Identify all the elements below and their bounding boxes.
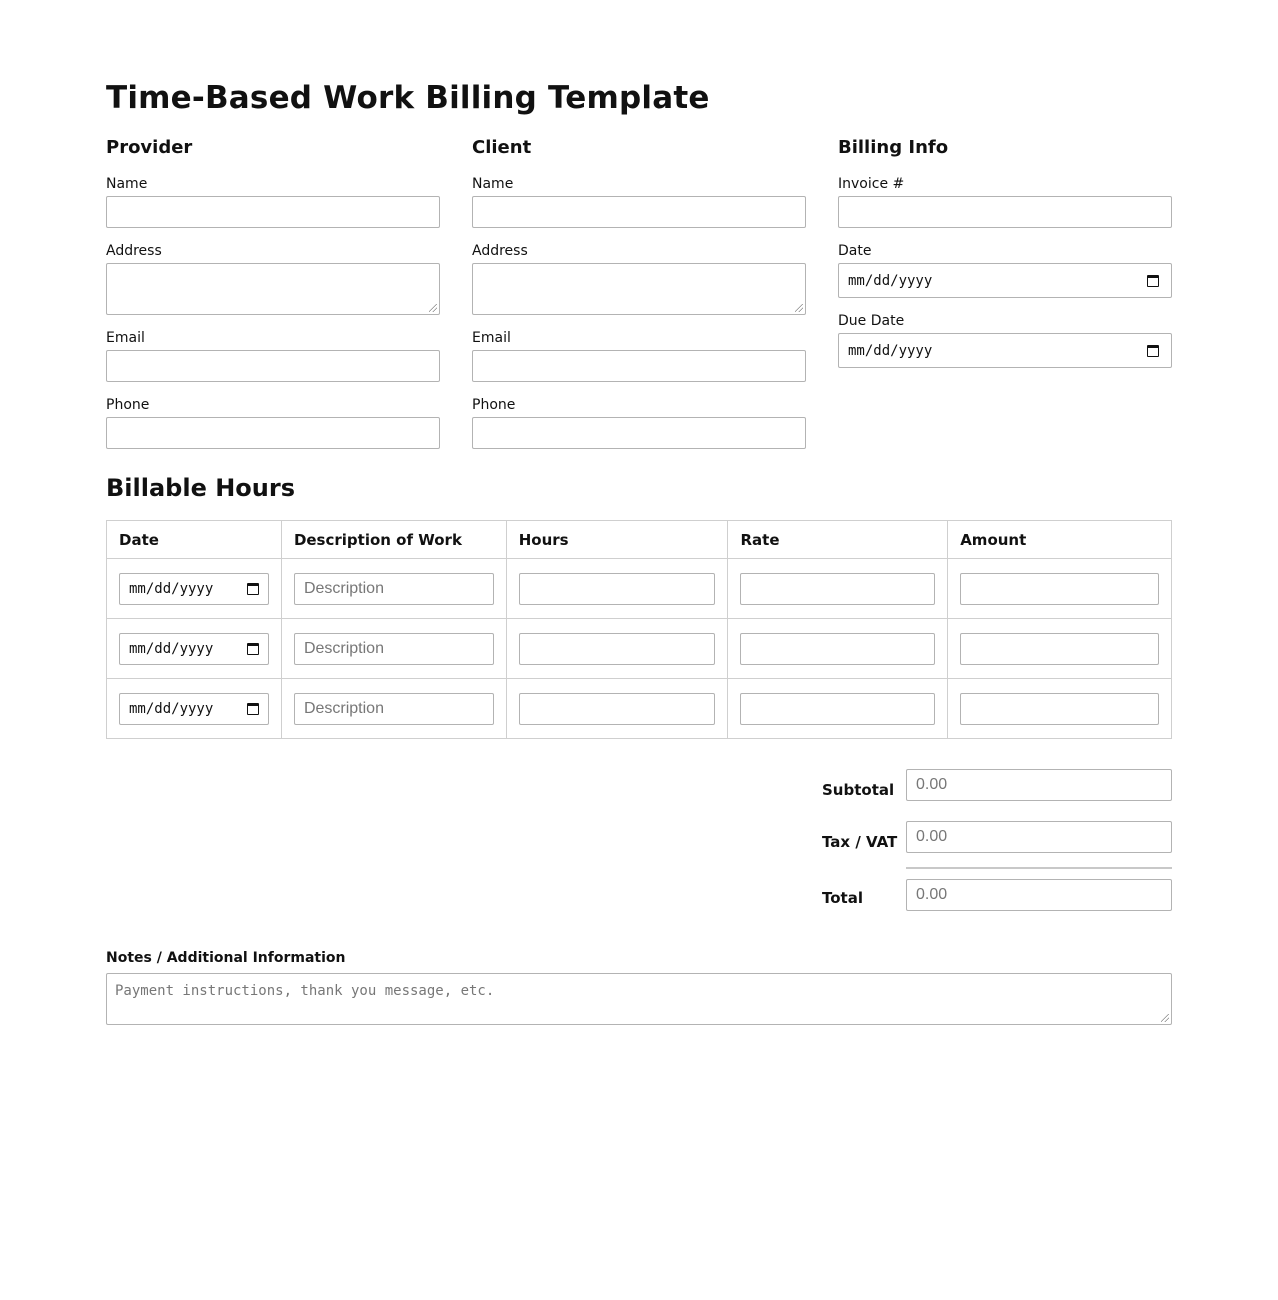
row-amount-input[interactable] xyxy=(960,633,1159,665)
client-email-field[interactable] xyxy=(472,350,806,382)
client-name-field[interactable] xyxy=(472,196,806,228)
subtotal-label: Subtotal xyxy=(822,781,895,799)
column-header-rate: Rate xyxy=(728,521,948,559)
totals-divider xyxy=(906,867,1172,869)
client-heading: Client xyxy=(472,137,532,158)
page-title: Time-Based Work Billing Template xyxy=(106,80,710,116)
invoice-date-value: mm/dd/yyyy xyxy=(848,272,933,289)
row-date-value: mm/dd/yyyy xyxy=(129,700,214,717)
row-amount-input[interactable] xyxy=(960,573,1159,605)
provider-heading: Provider xyxy=(106,137,193,158)
row-hours-input[interactable] xyxy=(519,633,716,665)
client-phone-field[interactable] xyxy=(472,417,806,449)
column-header-date: Date xyxy=(107,521,282,559)
tax-label: Tax / VAT xyxy=(822,833,898,851)
row-date-value: mm/dd/yyyy xyxy=(129,580,214,597)
resize-grip-icon[interactable] xyxy=(1161,1014,1169,1022)
totals-section xyxy=(822,769,1172,907)
table-header-row xyxy=(107,521,1172,559)
row-amount-input[interactable] xyxy=(960,693,1159,725)
column-header-hours: Hours xyxy=(506,521,728,559)
row-date-picker[interactable] xyxy=(119,573,269,605)
tax-row xyxy=(822,821,1172,873)
column-header-description: Description of Work xyxy=(281,521,506,559)
row-hours-input[interactable] xyxy=(519,573,716,605)
row-rate-input[interactable] xyxy=(740,693,935,725)
row-date-picker[interactable] xyxy=(119,693,269,725)
row-hours-input[interactable] xyxy=(519,693,716,725)
due-date-value: mm/dd/yyyy xyxy=(848,342,933,359)
row-rate-input[interactable] xyxy=(740,633,935,665)
provider-phone-label: Phone xyxy=(106,397,150,413)
row-description-input[interactable]: Description xyxy=(294,633,494,665)
notes-label: Notes / Additional Information xyxy=(106,950,346,966)
billing-heading: Billing Info xyxy=(838,137,949,158)
invoice-date-label: Date xyxy=(838,243,872,259)
calendar-icon[interactable] xyxy=(1147,345,1159,357)
table-row xyxy=(107,559,1172,619)
column-header-amount: Amount xyxy=(948,521,1172,559)
invoice-number-field[interactable] xyxy=(838,196,1172,228)
provider-email-field[interactable] xyxy=(106,350,440,382)
row-description-input[interactable]: Description xyxy=(294,693,494,725)
provider-section xyxy=(106,136,440,463)
provider-phone-field[interactable] xyxy=(106,417,440,449)
client-address-field[interactable] xyxy=(472,263,806,315)
client-name-label: Name xyxy=(472,176,514,192)
resize-grip-icon[interactable] xyxy=(795,304,803,312)
calendar-icon[interactable] xyxy=(247,703,259,715)
client-section xyxy=(472,136,806,463)
row-date-value: mm/dd/yyyy xyxy=(129,640,214,657)
client-phone-label: Phone xyxy=(472,397,516,413)
row-date-picker[interactable] xyxy=(119,633,269,665)
invoice-date-picker[interactable] xyxy=(838,263,1172,298)
billable-hours-table xyxy=(106,520,1172,739)
billing-info-section xyxy=(838,136,1172,382)
calendar-icon[interactable] xyxy=(1147,275,1159,287)
provider-name-label: Name xyxy=(106,176,148,192)
total-label: Total xyxy=(822,889,863,907)
client-email-label: Email xyxy=(472,330,511,346)
total-row xyxy=(822,879,1172,931)
notes-textarea[interactable] xyxy=(106,973,1172,1025)
notes-placeholder: Payment instructions, thank you message, etc. xyxy=(115,983,495,999)
row-description-input[interactable]: Description xyxy=(294,573,494,605)
provider-address-field[interactable] xyxy=(106,263,440,315)
table-row xyxy=(107,619,1172,679)
due-date-picker[interactable] xyxy=(838,333,1172,368)
table-row xyxy=(107,679,1172,739)
calendar-icon[interactable] xyxy=(247,583,259,595)
due-date-label: Due Date xyxy=(838,313,905,329)
total-field[interactable]: 0.00 xyxy=(906,879,1172,911)
resize-grip-icon[interactable] xyxy=(429,304,437,312)
billable-hours-heading: Billable Hours xyxy=(106,474,295,502)
tax-field[interactable]: 0.00 xyxy=(906,821,1172,853)
subtotal-row xyxy=(822,769,1172,821)
subtotal-field[interactable]: 0.00 xyxy=(906,769,1172,801)
provider-email-label: Email xyxy=(106,330,145,346)
row-rate-input[interactable] xyxy=(740,573,935,605)
client-address-label: Address xyxy=(472,243,528,259)
calendar-icon[interactable] xyxy=(247,643,259,655)
provider-address-label: Address xyxy=(106,243,162,259)
invoice-number-label: Invoice # xyxy=(838,176,905,192)
provider-name-field[interactable] xyxy=(106,196,440,228)
